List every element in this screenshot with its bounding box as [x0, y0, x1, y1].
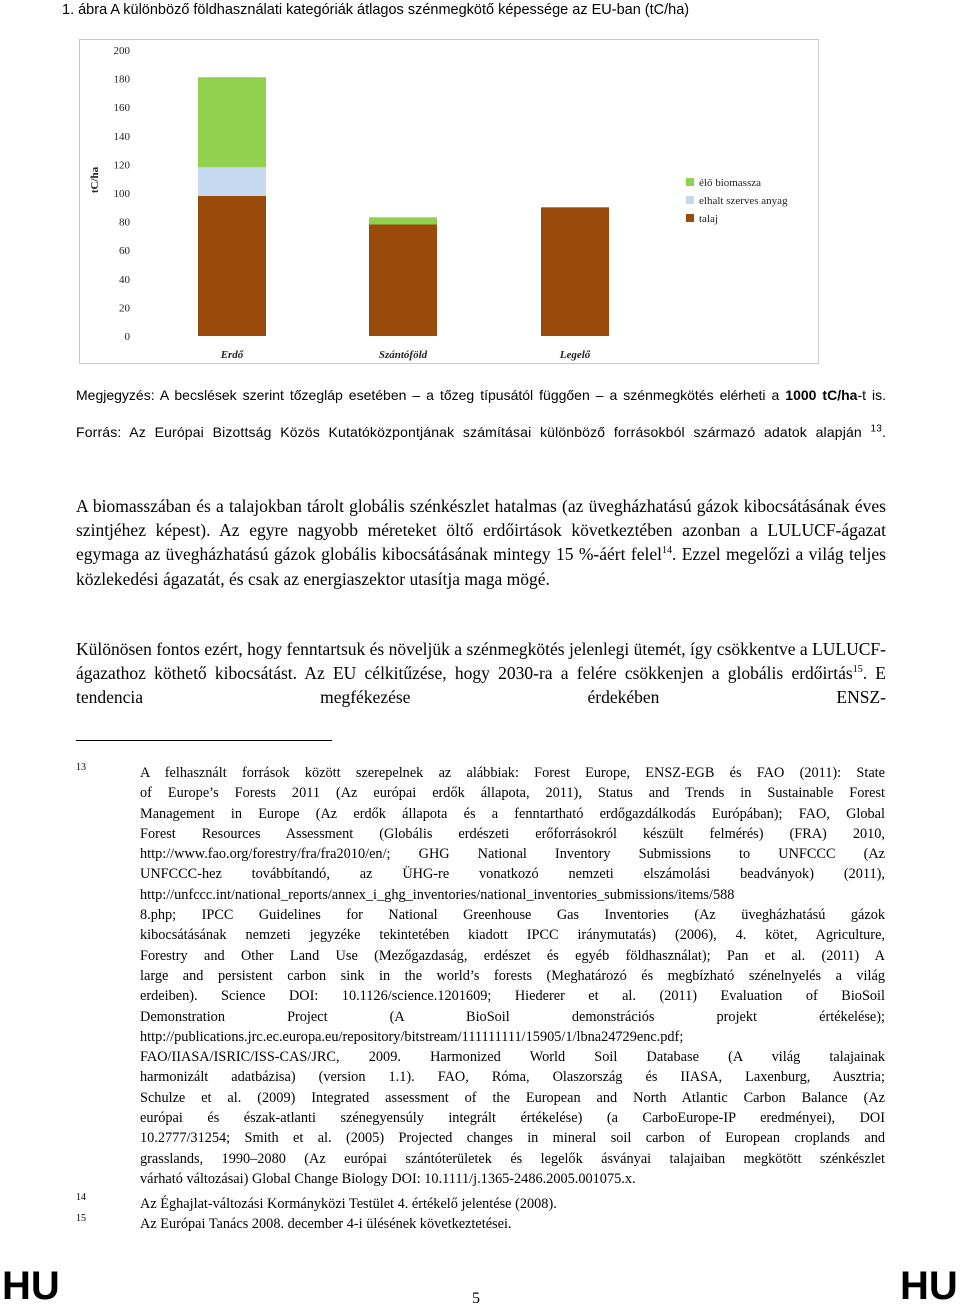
- footnote-14: Az Éghajlat-változási Kormányközi Testület 4. értékelő jelentése (2008).: [140, 1196, 557, 1212]
- category-label: Szántóföld: [378, 349, 428, 361]
- footnote-13-line: európai és észak-atlanti szénegyensúly integrált értékelése) (a CarboEurope-IP eredményei), DOI: [140, 1110, 885, 1127]
- footnote-13-line: 10.2777/31254; Smith et al. (2005) Projected changes in mineral soil carbon of European croplands and: [140, 1130, 885, 1147]
- footer-language-left: HU: [2, 1264, 60, 1308]
- y-tick-label: 40: [119, 273, 130, 286]
- bar-chart: [80, 40, 820, 365]
- bar-0-series-1: [198, 167, 266, 196]
- bar-1-series-0: [369, 224, 437, 336]
- footnote-13-line: UNFCCC-hez továbbítandó, az ÜHG-re vonatkozó nemzeti elszámolási beadványok) (2011),: [140, 866, 885, 883]
- footnote-13-line: várható változásai) Global Change Biology DOI: 10.1111/j.1365-2486.2005.001075.x.: [140, 1170, 636, 1187]
- footnote-13-line: FAO/IIASA/ISRIC/ISS-CAS/JRC, 2009. Harmonized World Soil Database (A világ talajainak: [140, 1049, 885, 1066]
- y-axis-label: tC/ha: [89, 166, 101, 194]
- category-labels: [220, 349, 592, 361]
- footnote-13-line: A felhasznált források között szerepelnek az alábbiak: Forest Europe, ENSZ-EGB és FAO (2011): State: [140, 765, 885, 781]
- paragraph-1: A biomasszában és a talajokban tárolt globális szénkészlet hatalmas (az üvegházhatású gázok kibocsátásának éves szintjéhez képest). Az egyre nagyobb méreteket öltő erdőirtások következtében azonban a LULUCF-ágazat egymaga az üvegházhatású gázok globális kibocsátásának mintegy 15 %-áért felel$^{14}$. Ezzel megelőzi a világ teljes közlekedési ágazatát, és csak az energiaszektor utasítja maga mögé.: [76, 496, 886, 589]
- footnote-13-line: kibocsátásának nemzeti jegyzéke tekintetében kiadott IPCC iránymutatás) (2006), 4. kötet, Agriculture,: [140, 927, 885, 944]
- y-tick-labels: [114, 45, 131, 343]
- y-tick-label: 200: [113, 45, 130, 57]
- footnote-13: [140, 763, 885, 1189]
- y-tick-label: 120: [113, 159, 130, 172]
- footnote-13-line: Demonstration Project (A BioSoil demonstrációs projekt értékelése);: [140, 1008, 885, 1025]
- footnote-13-line: Forest Resources Assessment (Globális erdészeti erőforrásokról készült felmérés) (FRA) 2010,: [140, 825, 885, 842]
- paragraph-2: Különösen fontos ezért, hogy fenntartsuk és növeljük a szénmegkötés jelenlegi ütemét, így csökkentve a LULUCF-ágazathoz köthető kibocsátást. Az EU célkitűzése, hogy 2030-ra a felére csökkenjen a globális erdőirtás$^{15}$. E tendencia megfékezése érdekében ENSZ-: [76, 639, 886, 708]
- footnote-13-line: Schulze et al. (2009) Integrated assessment of the European and North Atlantic Carbon Balance (Az: [140, 1089, 885, 1106]
- footnote-13-line: http://unfccc.int/national_reports/annex_i_ghg_inventories/national_inventories_submissions/items/588: [140, 886, 735, 903]
- footnote-13-line: harmonizált adatbázisa) (version 1.1). FAO, Róma, Olaszország és IIASA, Laxenburg, Ausztria;: [140, 1069, 885, 1086]
- y-tick-label: 140: [113, 130, 130, 143]
- footnote-13-line: 8.php; IPCC Guidelines for National Greenhouse Gas Inventories (Az üvegházhatású gázok: [140, 907, 885, 924]
- footnote-separator: [76, 740, 332, 741]
- legend-label: élő biomassza: [699, 177, 762, 189]
- footnote-13-line: http://www.fao.org/forestry/fra/fra2010/en/; GHG National Inventory Submissions to UNFCCC (Az: [140, 846, 885, 863]
- footnote-number-15: 15: [76, 1213, 86, 1224]
- legend-swatch: [686, 214, 694, 222]
- y-tick-label: 80: [119, 216, 130, 229]
- footnote-13-line: erdeiben). Science DOI: 10.1126/science.1201609; Hiederer et al. (2011) Evaluation of BioSoil: [140, 988, 885, 1005]
- footnote-number-13: 13: [76, 762, 86, 773]
- y-tick-label: 160: [113, 102, 130, 115]
- y-tick-label: 60: [119, 245, 130, 258]
- chart-note: Megjegyzés: A becslések szerint tőzegláp esetében – a tőzeg típusától függően – a szénmegkötés elérheti a 1000 tC/ha-t is.: [76, 387, 886, 403]
- legend-swatch: [686, 196, 694, 204]
- page-number: 5: [472, 1290, 480, 1307]
- bar-1-series-2: [369, 217, 437, 224]
- bar-2-series-0: [541, 207, 609, 336]
- legend-label: elhalt szerves anyag: [699, 195, 788, 207]
- footnote-13-line: Forestry and Other Land Use (Mezőgazdaság, erdészet és egyéb földhasználat); Pan et al. (2011) A: [140, 947, 885, 964]
- y-tick-label: 100: [113, 188, 130, 200]
- category-label: Legelő: [559, 349, 591, 361]
- chart-source: Forrás: Az Európai Bizottság Közös Kutatóközpontjának számításai különböző forrásokból származó adatok alapján $^{13}$.: [76, 423, 886, 440]
- category-label: Erdő: [220, 349, 244, 361]
- bar-0-series-0: [198, 196, 266, 336]
- chart-frame: [79, 39, 819, 364]
- y-tick-label: 20: [119, 302, 130, 315]
- footnote-13-line: large and persistent carbon sink in the world’s forests (Meghatározó és megbízható szénelnyelés a világ: [140, 967, 885, 984]
- footnote-ref-15: 15: [852, 664, 863, 676]
- footnote-13-line: http://publications.jrc.ec.europa.eu/repository/bitstream/111111111/15905/1/lbna24729enc.pdf;: [140, 1028, 684, 1045]
- footnote-13-line: Management in Europe (Az erdők állapota és a fenntartható erdőgazdálkodás Európában); FAO, Global: [140, 805, 885, 822]
- legend-label: talaj: [699, 213, 718, 225]
- footnote-ref-13: 13: [870, 423, 882, 435]
- legend: [686, 177, 788, 225]
- figure-title: 1. ábra A különböző földhasználati kategóriák átlagos szénmegkötő képessége az EU-ban (tC/ha): [62, 2, 690, 18]
- footnote-13-line: grasslands, 1990–2080 (Az európai szántóterületek és legelők ásványai talajaiban megkötött szénkészlet: [140, 1150, 885, 1167]
- footnote-ref-14: 14: [661, 545, 672, 557]
- y-tick-label: 180: [113, 73, 130, 86]
- bar-0-series-2: [198, 77, 266, 167]
- bars: [198, 77, 609, 336]
- footnote-15: Az Európai Tanács 2008. december 4-i ülésének következtetései.: [140, 1216, 512, 1232]
- legend-swatch: [686, 178, 694, 186]
- footnote-number-14: 14: [76, 1192, 86, 1203]
- y-tick-label: 0: [124, 331, 130, 343]
- footer-language-right: HU: [900, 1264, 958, 1308]
- footnote-13-line: of Europe’s Forests 2011 (Az európai erdők állapota, 2011), Status and Trends in Sustainable Forest: [140, 785, 885, 802]
